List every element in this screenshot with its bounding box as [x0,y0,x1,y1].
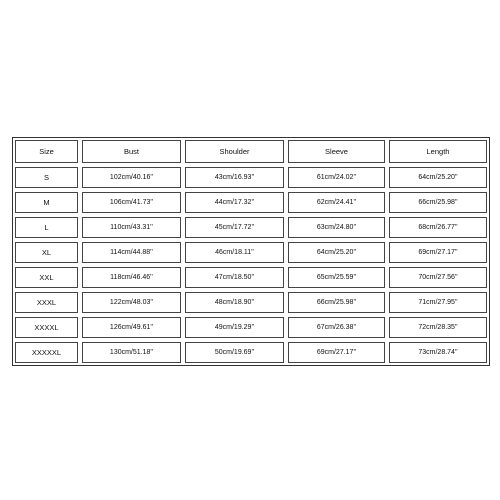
header-sleeve: Sleeve [288,140,385,163]
header-shoulder: Shoulder [185,140,284,163]
cell-shoulder: 43cm/16.93'' [185,167,284,188]
table-row [13,240,489,265]
cell-sleeve: 64cm/25.20'' [288,242,385,263]
table-row [13,340,489,365]
header-row [13,138,489,165]
cell-length: 70cm/27.56'' [389,267,487,288]
header-length: Length [389,140,487,163]
cell-sleeve: 62cm/24.41'' [288,192,385,213]
cell-sleeve: 69cm/27.17'' [288,342,385,363]
size-chart [12,137,488,364]
cell-shoulder: 44cm/17.32'' [185,192,284,213]
table-row [13,215,489,240]
cell-length: 68cm/26.77'' [389,217,487,238]
cell-size: XXL [15,267,78,288]
cell-bust: 130cm/51.18'' [82,342,181,363]
cell-size: S [15,167,78,188]
cell-size: M [15,192,78,213]
cell-shoulder: 50cm/19.69'' [185,342,284,363]
cell-shoulder: 46cm/18.11'' [185,242,284,263]
cell-sleeve: 63cm/24.80'' [288,217,385,238]
cell-sleeve: 67cm/26.38'' [288,317,385,338]
header-bust: Bust [82,140,181,163]
cell-bust: 102cm/40.16'' [82,167,181,188]
cell-size: L [15,217,78,238]
cell-bust: 126cm/49.61'' [82,317,181,338]
cell-shoulder: 47cm/18.50'' [185,267,284,288]
cell-sleeve: 61cm/24.02'' [288,167,385,188]
cell-length: 72cm/28.35'' [389,317,487,338]
cell-bust: 118cm/46.46'' [82,267,181,288]
table-row [13,165,489,190]
cell-length: 69cm/27.17'' [389,242,487,263]
cell-size: XXXXXL [15,342,78,363]
cell-bust: 110cm/43.31'' [82,217,181,238]
cell-sleeve: 65cm/25.59'' [288,267,385,288]
cell-size: XXXL [15,292,78,313]
size-chart-table [12,137,490,366]
cell-size: XL [15,242,78,263]
cell-size: XXXXL [15,317,78,338]
cell-sleeve: 66cm/25.98'' [288,292,385,313]
cell-length: 66cm/25.98'' [389,192,487,213]
cell-bust: 106cm/41.73'' [82,192,181,213]
table-row [13,315,489,340]
cell-shoulder: 49cm/19.29'' [185,317,284,338]
cell-shoulder: 45cm/17.72'' [185,217,284,238]
cell-length: 73cm/28.74'' [389,342,487,363]
header-size: Size [15,140,78,163]
table-row [13,290,489,315]
cell-bust: 122cm/48.03'' [82,292,181,313]
cell-bust: 114cm/44.88'' [82,242,181,263]
cell-length: 71cm/27.95'' [389,292,487,313]
table-row [13,265,489,290]
cell-shoulder: 48cm/18.90'' [185,292,284,313]
cell-length: 64cm/25.20'' [389,167,487,188]
table-row [13,190,489,215]
